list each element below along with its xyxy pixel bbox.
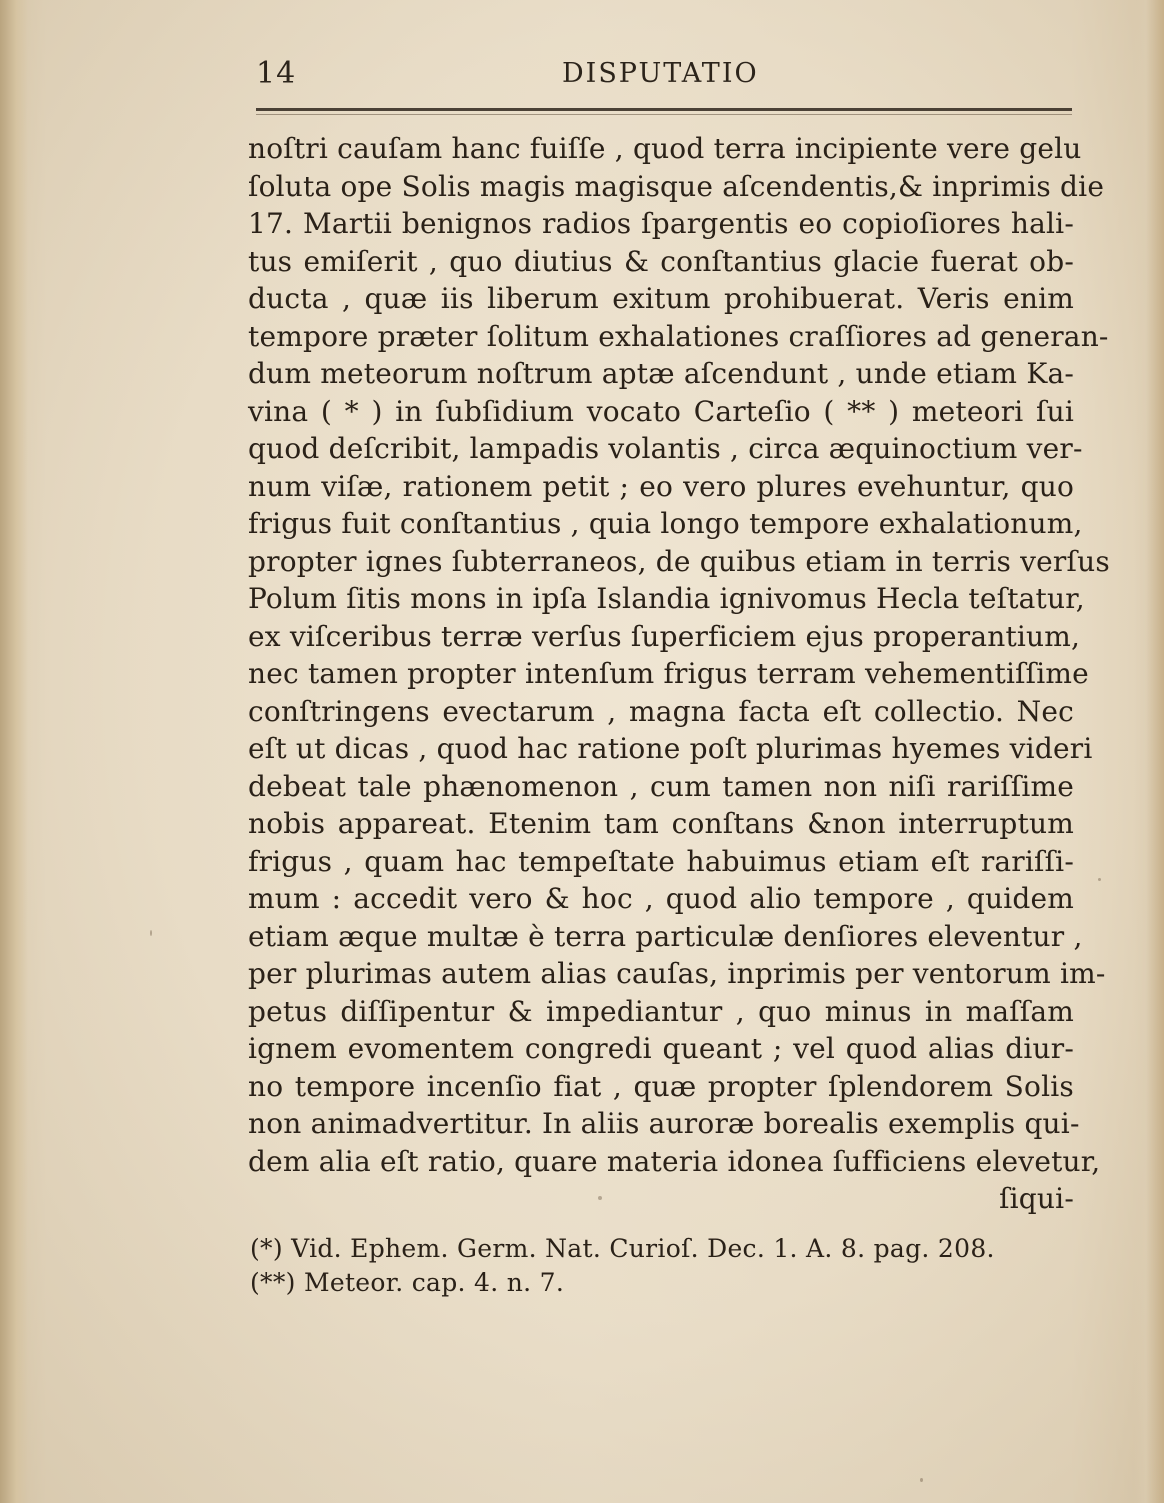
text-line: frigus , quam hac tempeſtate habuimus etiam eſt rariſſi- [248,844,1074,878]
text-line: nec tamen propter intenſum frigus terram vehementiſſime [248,657,1089,690]
text-line: debeat tale phænomenon , cum tamen non niſi rariſſime [248,769,1074,803]
page-right-edge [1134,0,1164,1503]
catchword: ſiqui- [999,1182,1074,1215]
page-header [252,56,1072,100]
running-title: DISPUTATIO [562,58,759,89]
text-line: eſt ut dicas , quod hac ratione poſt plurimas hyemes videri [248,732,1093,765]
text-line: 17. Martii benignos radios ſpargentis eo copioſiores hali- [248,207,1074,240]
paper-speck [598,1196,602,1200]
text-line: vina ( * ) in ſubſidium vocato Carteſio ( ** ) meteori ſui [248,394,1074,428]
text-line: quod deſcribit, lampadis volantis , circa æquinoctium ver- [248,432,1083,465]
header-rule [256,108,1072,111]
text-line: dum meteorum noſtrum aptæ aſcendunt , unde etiam Ka- [248,357,1074,390]
text-line: non animadvertitur. In aliis auroræ borealis exemplis qui- [248,1107,1080,1140]
footnote-2: (**) Meteor. cap. 4. n. 7. [250,1268,565,1297]
header-rule-thin [256,114,1072,115]
main-text-block [248,130,1110,1218]
text-line: ſoluta ope Solis magis magisque aſcendentis,& inprimis die [248,169,1105,203]
text-line: dem alia eſt ratio, quare materia idonea ſufficiens elevetur, [248,1144,1101,1178]
text-line: tus emiſerit , quo diutius & conſtantius glacie fuerat ob- [248,244,1074,278]
text-line: mum : accedit vero & hoc , quod alio tempore , quidem [248,882,1074,915]
text-line: petus diſſipentur & impediantur , quo minus in maſſam [248,994,1074,1028]
text-line: noſtri cauſam hanc fuiſſe , quod terra incipiente vere gelu [248,132,1082,165]
text-line: Polum ſitis mons in ipſa Islandia ignivomus Hecla teſtatur, [248,582,1085,615]
text-line: num viſæ, rationem petit ; eo vero plures evehuntur, quo [248,469,1074,503]
text-line: tempore præter ſolitum exhalationes craſſiores ad generan- [248,319,1109,353]
text-line: per plurimas autem alias cauſas, inprimis per ventorum im- [248,957,1106,990]
footnotes [250,1232,1030,1300]
paper-speck [920,1478,923,1482]
text-line: nobis appareat. Etenim tam conſtans &non interruptum [248,807,1074,840]
text-line: ducta , quæ iis liberum exitum prohibuerat. Veris enim [248,282,1074,315]
paper-speck [1098,878,1101,881]
text-line: ignem evomentem congredi queant ; vel quod alias diur- [248,1032,1074,1065]
text-line: etiam æque multæ è terra particulæ denſiores eleventur , [248,919,1083,953]
text-line: frigus fuit conſtantius , quia longo tempore exhalationum, [248,507,1083,540]
paper-speck [150,930,152,936]
footnote-1: (*) Vid. Ephem. Germ. Nat. Curioſ. Dec. 1. A. 8. pag. 208. [250,1234,995,1263]
text-line: conſtringens evectarum , magna facta eſt collectio. Nec [248,694,1074,728]
text-line: ex viſceribus terræ verſus ſuperficiem ejus properantium, [248,619,1081,653]
page-number: 14 [256,56,297,91]
text-line: propter ignes ſubterraneos, de quibus etiam in terris verſus [248,544,1110,578]
text-line: no tempore incenſio fiat , quæ propter ſplendorem Solis [248,1069,1074,1103]
page-binding-edge [0,0,28,1503]
